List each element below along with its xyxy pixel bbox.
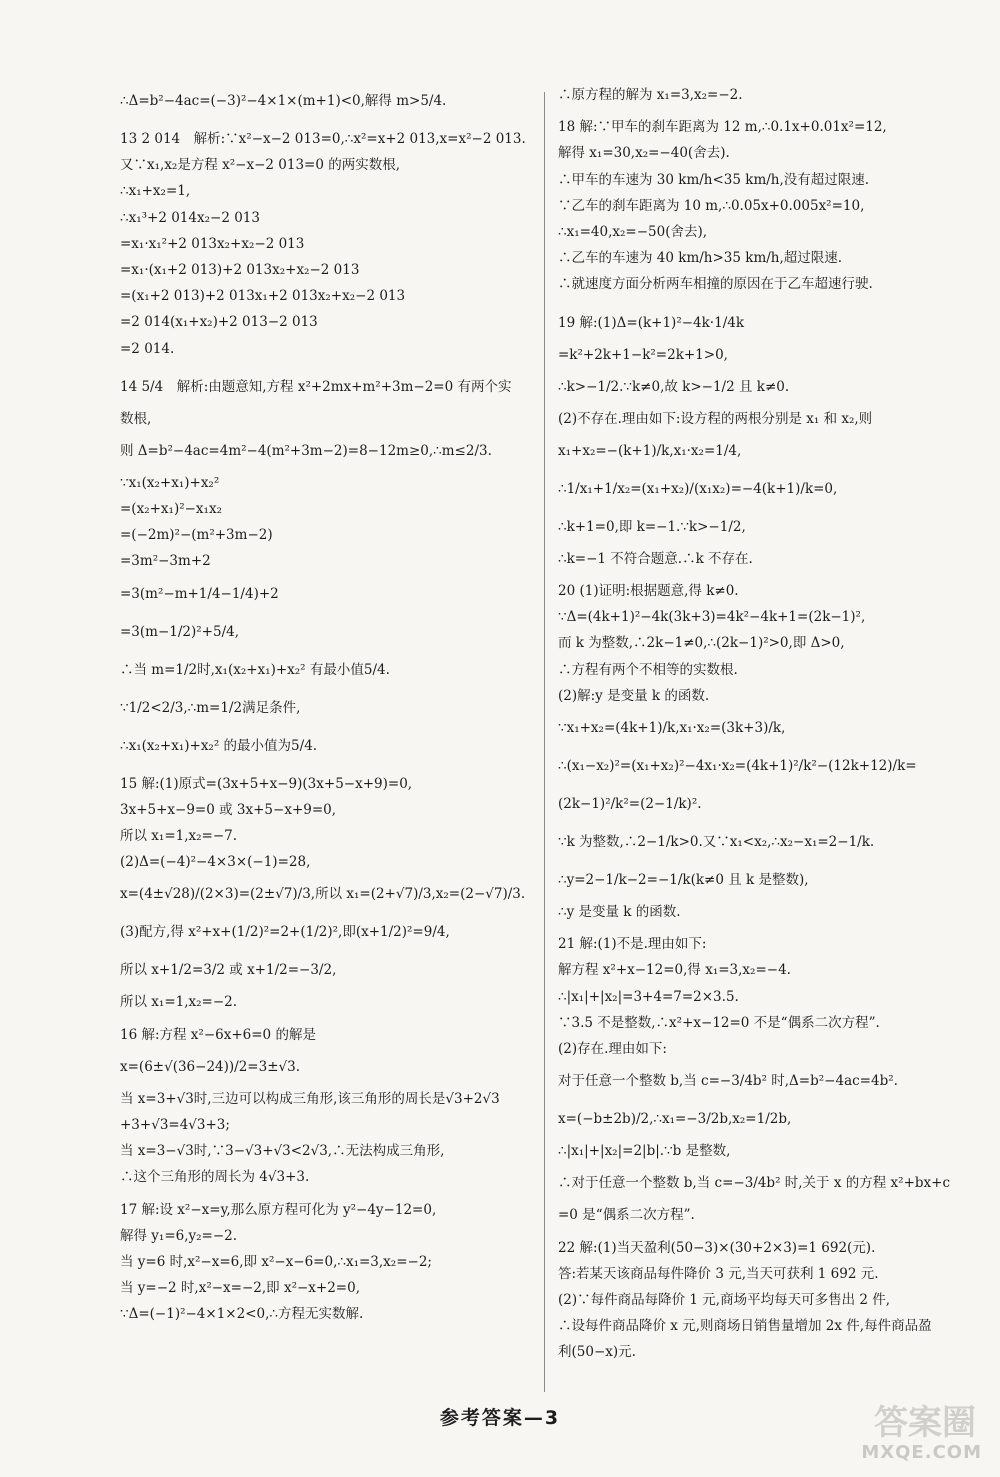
answer-line: ∴k+1=0,即 k=−1.∵k>−1/2,	[558, 518, 746, 535]
answer-line: ∴对于任意一个整数 b,当 c=−3/4b² 时,关于 x 的方程 x²+bx+c	[558, 1175, 951, 1192]
answer-line: 17 解:设 x²−x=y,那么原方程可化为 y²−4y−12=0,	[120, 1201, 437, 1218]
right-column	[558, 82, 998, 1365]
answer-line: ∵x₁(x₂+x₁)+x₂²	[120, 474, 220, 491]
answer-line: 数根,	[120, 410, 152, 427]
answer-line: x₁+x₂=−(k+1)/k,x₁·x₂=1/4,	[558, 442, 742, 459]
answer-line: ∵1/2<2/3,∴m=1/2满足条件,	[120, 699, 301, 716]
answer-line: ∴x₁(x₂+x₁)+x₂² 的最小值为5/4.	[120, 737, 318, 754]
answer-line: 当 y=6 时,x²−x=6,即 x²−x−6=0,∴x₁=3,x₂=−2;	[120, 1253, 432, 1270]
answer-line: 而 k 为整数,∴2k−1≠0,∴(2k−1)²>0,即 Δ>0,	[558, 635, 845, 652]
answer-line: ∴1/x₁+1/x₂=(x₁+x₂)/(x₁x₂)=−4(k+1)/k=0,	[558, 480, 838, 497]
answer-line: ∴Δ=b²−4ac=(−3)²−4×1×(m+1)<0,解得 m>5/4.	[120, 93, 447, 109]
answer-line: 15 解:(1)原式=(3x+5+x−9)(3x+5−x+9)=0,	[120, 775, 413, 792]
answer-line: =(x₁+2 013)+2 013x₁+2 013x₂+x₂−2 013	[120, 288, 406, 305]
answer-line: ∴原方程的解为 x₁=3,x₂=−2.	[558, 87, 743, 103]
answer-line: +3+√3=4√3+3;	[120, 1116, 230, 1133]
column-divider	[544, 92, 545, 1392]
answer-line: ∵Δ=(−1)²−4×1×2<0,∴方程无实数解.	[120, 1306, 364, 1323]
answer-line: 3x+5+x−9=0 或 3x+5−x+9=0,	[120, 801, 337, 818]
watermark-logo-text: 答案圈	[874, 1403, 976, 1443]
watermark-logo	[786, 1395, 986, 1465]
answer-line: 19 解:(1)Δ=(k+1)²−4k·1/4k	[558, 314, 745, 331]
answer-line: 则 Δ=b²−4ac=4m²−4(m²+3m−2)=8−12m≥0,∴m≤2/3.	[120, 442, 492, 459]
answer-line: ∴|x₁|+|x₂|=3+4=7=2×3.5.	[558, 988, 739, 1005]
answer-line: 又∵x₁,x₂是方程 x²−x−2 013=0 的两实数根,	[120, 157, 401, 174]
answer-line: ∴乙车的车速为 40 km/h>35 km/h,超过限速.	[558, 250, 843, 267]
answer-line: =(x₂+x₁)²−x₁x₂	[120, 501, 222, 518]
answer-line: x=(4±√28)/(2×3)=(2±√7)/3,所以 x₁=(2+√7)/3,x₂=(2−√7)/3.	[120, 886, 526, 903]
answer-line: ∵x₁+x₂=(4k+1)/k,x₁·x₂=(3k+3)/k,	[558, 720, 786, 736]
answer-line: (2)Δ=(−4)²−4×3×(−1)=28,	[120, 854, 311, 871]
answer-line: ∴y=2−1/k−2=−1/k(k≠0 且 k 是整数),	[558, 872, 809, 888]
answer-line: 14 5/4 解析:由题意知,方程 x²+2mx+m²+3m−2=0 有两个实	[120, 378, 512, 395]
answer-line: 所以 x₁=1,x₂=−2.	[120, 994, 238, 1011]
answer-line: ∴y 是变量 k 的函数.	[558, 904, 681, 920]
left-column	[120, 82, 538, 1327]
answer-line: 解得 x₁=30,x₂=−40(舍去).	[558, 145, 730, 162]
answer-line: =x₁·(x₁+2 013)+2 013x₂+x₂−2 013	[120, 261, 360, 278]
answer-line: (3)配方,得 x²+x+(1/2)²=2+(1/2)²,即(x+1/2)²=9/4,	[120, 924, 450, 941]
answer-line: ∵k 为整数,∴2−1/k>0.又∵x₁<x₂,∴x₂−x₁=2−1/k.	[558, 834, 875, 850]
answer-line: ∴(x₁−x₂)²=(x₁+x₂)²−4x₁·x₂=(4k+1)²/k²−(12k+12)/k=	[558, 758, 917, 774]
answer-line: x=(6±√(36−24))/2=3±√3.	[120, 1058, 300, 1075]
answer-line: ∴设每件商品降价 x 元,则商场日销售量增加 2x 件,每件商品盈	[558, 1318, 932, 1335]
answer-line: =3(m−1/2)²+5/4,	[120, 623, 240, 640]
answer-line: 所以 x₁=1,x₂=−7.	[120, 828, 238, 844]
answer-line: x=(−b±2b)/2,∴x₁=−3/2b,x₂=1/2b,	[558, 1111, 792, 1128]
answer-line: 18 解:∵甲车的刹车距离为 12 m,∴0.1x+0.01x²=12,	[558, 119, 887, 136]
answer-line: ∴就速度方面分析两车相撞的原因在于乙车超速行驶.	[558, 276, 873, 293]
answer-line: ∵乙车的刹车距离为 10 m,∴0.05x+0.005x²=10,	[558, 197, 865, 214]
answer-line: (2)存在.理由如下:	[558, 1040, 667, 1057]
answer-line: 所以 x+1/2=3/2 或 x+1/2=−3/2,	[120, 962, 337, 979]
answer-line: 13 2 014 解析:∵x²−x−2 013=0,∴x²=x+2 013,x=x²−2 013.	[120, 131, 526, 147]
answer-line: ∴当 m=1/2时,x₁(x₂+x₁)+x₂² 有最小值5/4.	[120, 661, 390, 678]
answer-line: =k²+2k+1−k²=2k+1>0,	[558, 346, 728, 363]
answer-line: ∴x₁+x₂=1,	[120, 183, 191, 200]
answer-line: 答:若某天该商品每件降价 3 元,当天可获利 1 692 元.	[558, 1265, 879, 1282]
page-footer: 参考答案—3	[439, 1407, 561, 1429]
answer-line: 当 x=3−√3时,∵3−√3+√3<2√3,∴无法构成三角形,	[120, 1143, 445, 1160]
answer-line: =x₁·x₁²+2 013x₂+x₂−2 013	[120, 235, 305, 252]
answer-line: 解方程 x²+x−12=0,得 x₁=3,x₂=−4.	[558, 962, 791, 979]
answer-line: ∴甲车的车速为 30 km/h<35 km/h,没有超过限速.	[558, 171, 870, 188]
answer-line: ∵3.5 不是整数,∴x²+x−12=0 不是“偶系二次方程”.	[558, 1014, 880, 1031]
answer-line: ∴方程有两个不相等的实数根.	[558, 661, 738, 678]
answer-line: =0 是“偶系二次方程”.	[558, 1207, 695, 1224]
answer-line: ∴这个三角形的周长为 4√3+3.	[120, 1169, 310, 1186]
answer-line: ∵Δ=(4k+1)²−4k(3k+3)=4k²−4k+1=(2k−1)²,	[558, 609, 866, 626]
answer-line: 当 y=−2 时,x²−x=−2,即 x²−x+2=0,	[120, 1280, 361, 1297]
answer-line: (2)解:y 是变量 k 的函数.	[558, 687, 710, 704]
answer-line: 当 x=3+√3时,三边可以构成三角形,该三角形的周长是√3+2√3	[120, 1090, 500, 1107]
answer-line: (2)不存在.理由如下:设方程的两根分别是 x₁ 和 x₂,则	[558, 410, 873, 427]
answer-line: 20 (1)证明:根据题意,得 k≠0.	[558, 583, 739, 600]
answer-line: 16 解:方程 x²−6x+6=0 的解是	[120, 1026, 316, 1043]
answer-line: ∴x₁³+2 014x₂−2 013	[120, 209, 260, 226]
answer-line: 解得 y₁=6,y₂=−2.	[120, 1227, 238, 1244]
answer-line: (2k−1)²/k²=(2−1/k)².	[558, 796, 702, 812]
answer-line: 利(50−x)元.	[558, 1344, 636, 1361]
answer-line: ∴x₁=40,x₂=−50(舍去),	[558, 223, 708, 240]
answer-line: =2 014(x₁+x₂)+2 013−2 013	[120, 314, 318, 331]
answer-line: 22 解:(1)当天盈利(50−3)×(30+2×3)=1 692(元).	[558, 1239, 876, 1256]
answer-line: ∴|x₁|+|x₂|=2|b|.∵b 是整数,	[558, 1143, 731, 1160]
answer-line: =3m²−3m+2	[120, 553, 211, 570]
answer-line: 对于任意一个整数 b,当 c=−3/4b² 时,Δ=b²−4ac=4b².	[558, 1073, 898, 1090]
answer-line: ∴k>−1/2.∵k≠0,故 k>−1/2 且 k≠0.	[558, 378, 790, 395]
answer-line: (2)∵每件商品每降价 1 元,商场平均每天可多售出 2 件,	[558, 1291, 891, 1308]
answer-line: =3(m²−m+1/4−1/4)+2	[120, 585, 279, 602]
answer-line: =(−2m)²−(m²+3m−2)	[120, 527, 273, 544]
answer-line: ∴k=−1 不符合题意.∴k 不存在.	[558, 550, 753, 567]
answer-line: =2 014.	[120, 340, 175, 357]
watermark-site-text: MXQE.COM	[861, 1442, 982, 1463]
answer-line: 21 解:(1)不是.理由如下:	[558, 936, 707, 953]
